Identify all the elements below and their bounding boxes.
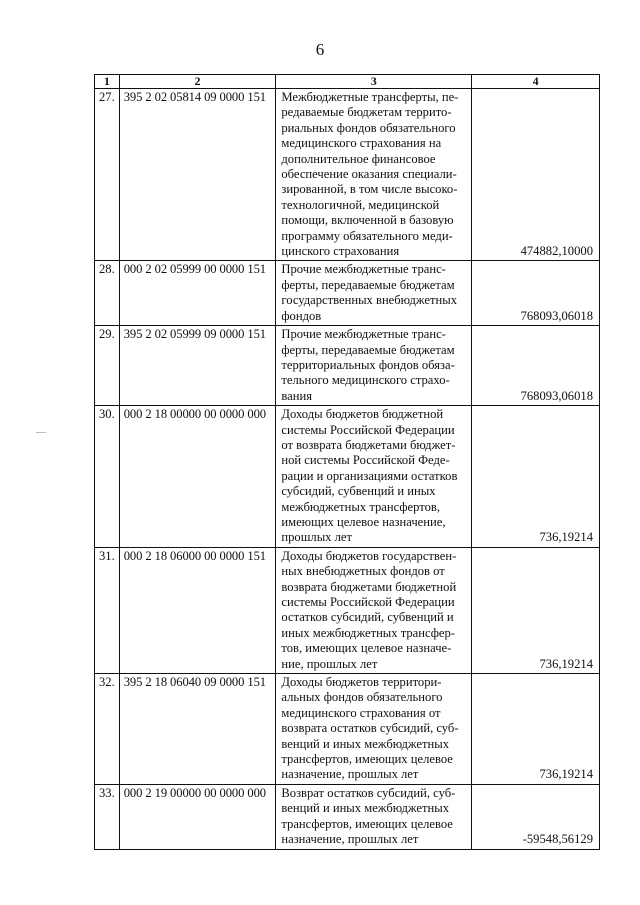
revenue-table	[94, 74, 600, 850]
margin-mark	[36, 432, 46, 433]
row-number: 31.	[95, 547, 120, 673]
revenue-description: Межбюджетные трансферты, пе- редаваемые бюджетам террито- риальных фондов обязательного медицинского страхования на дополнительное финансовое обеспечение оказания специали- зированной, в том числе высоко- технологичной, медицинской помощи, включенной в базовую программу обязательного меди- цинского страхования	[276, 89, 472, 261]
column-header-3: 3	[276, 75, 472, 89]
column-header-4: 4	[472, 75, 600, 89]
page-number: 6	[315, 40, 325, 59]
table-row	[95, 547, 600, 673]
table-row	[95, 89, 600, 261]
row-number: 29.	[95, 326, 120, 406]
budget-code: 000 2 18 00000 00 0000 000	[119, 406, 276, 548]
table-row	[95, 326, 600, 406]
revenue-description: Доходы бюджетов бюджетной системы Российской Федерации от возврата бюджетами бюджет- ной системы Российской Феде- рации и организациями остатков субсидий, субвенций и иных межбюджетных трансфертов, имеющих целевое назначение, прошлых лет	[276, 406, 472, 548]
amount: 768093,06018	[472, 261, 600, 326]
budget-code: 000 2 02 05999 00 0000 151	[119, 261, 276, 326]
row-number: 32.	[95, 674, 120, 785]
column-header-2: 2	[119, 75, 276, 89]
amount: 474882,10000	[472, 89, 600, 261]
amount: 736,19214	[472, 406, 600, 548]
row-number: 30.	[95, 406, 120, 548]
budget-code: 395 2 02 05999 09 0000 151	[119, 326, 276, 406]
revenue-description: Возврат остатков субсидий, суб- венций и иных межбюджетных трансфертов, имеющих целевое назначение, прошлых лет	[276, 784, 472, 849]
revenue-description: Прочие межбюджетные транс- ферты, передаваемые бюджетам территориальных фондов обяза- тельного медицинского страхо- вания	[276, 326, 472, 406]
budget-code: 395 2 18 06040 09 0000 151	[119, 674, 276, 785]
budget-code: 000 2 19 00000 00 0000 000	[119, 784, 276, 849]
revenue-description: Доходы бюджетов государствен- ных внебюджетных фондов от возврата бюджетами бюджетной системы Российской Федерации остатков субсидий, субвенций и иных межбюджетных трансфер- тов, имеющих целевое назначе- ние, прошлых лет	[276, 547, 472, 673]
table-row	[95, 784, 600, 849]
budget-code: 395 2 02 05814 09 0000 151	[119, 89, 276, 261]
amount: -59548,56129	[472, 784, 600, 849]
budget-code: 000 2 18 06000 00 0000 151	[119, 547, 276, 673]
row-number: 33.	[95, 784, 120, 849]
amount: 736,19214	[472, 674, 600, 785]
amount: 736,19214	[472, 547, 600, 673]
row-number: 27.	[95, 89, 120, 261]
table-row	[95, 261, 600, 326]
row-number: 28.	[95, 261, 120, 326]
table-row	[95, 406, 600, 548]
column-header-1: 1	[95, 75, 120, 89]
amount: 768093,06018	[472, 326, 600, 406]
table-header-row	[95, 75, 600, 89]
table-row	[95, 674, 600, 785]
revenue-description: Доходы бюджетов территори- альных фондов обязательного медицинского страхования от возврата остатков субсидий, суб- венций и иных межбюджетных трансфертов, имеющих целевое назначение, прошлых лет	[276, 674, 472, 785]
revenue-description: Прочие межбюджетные транс- ферты, передаваемые бюджетам государственных внебюджетных фондов	[276, 261, 472, 326]
